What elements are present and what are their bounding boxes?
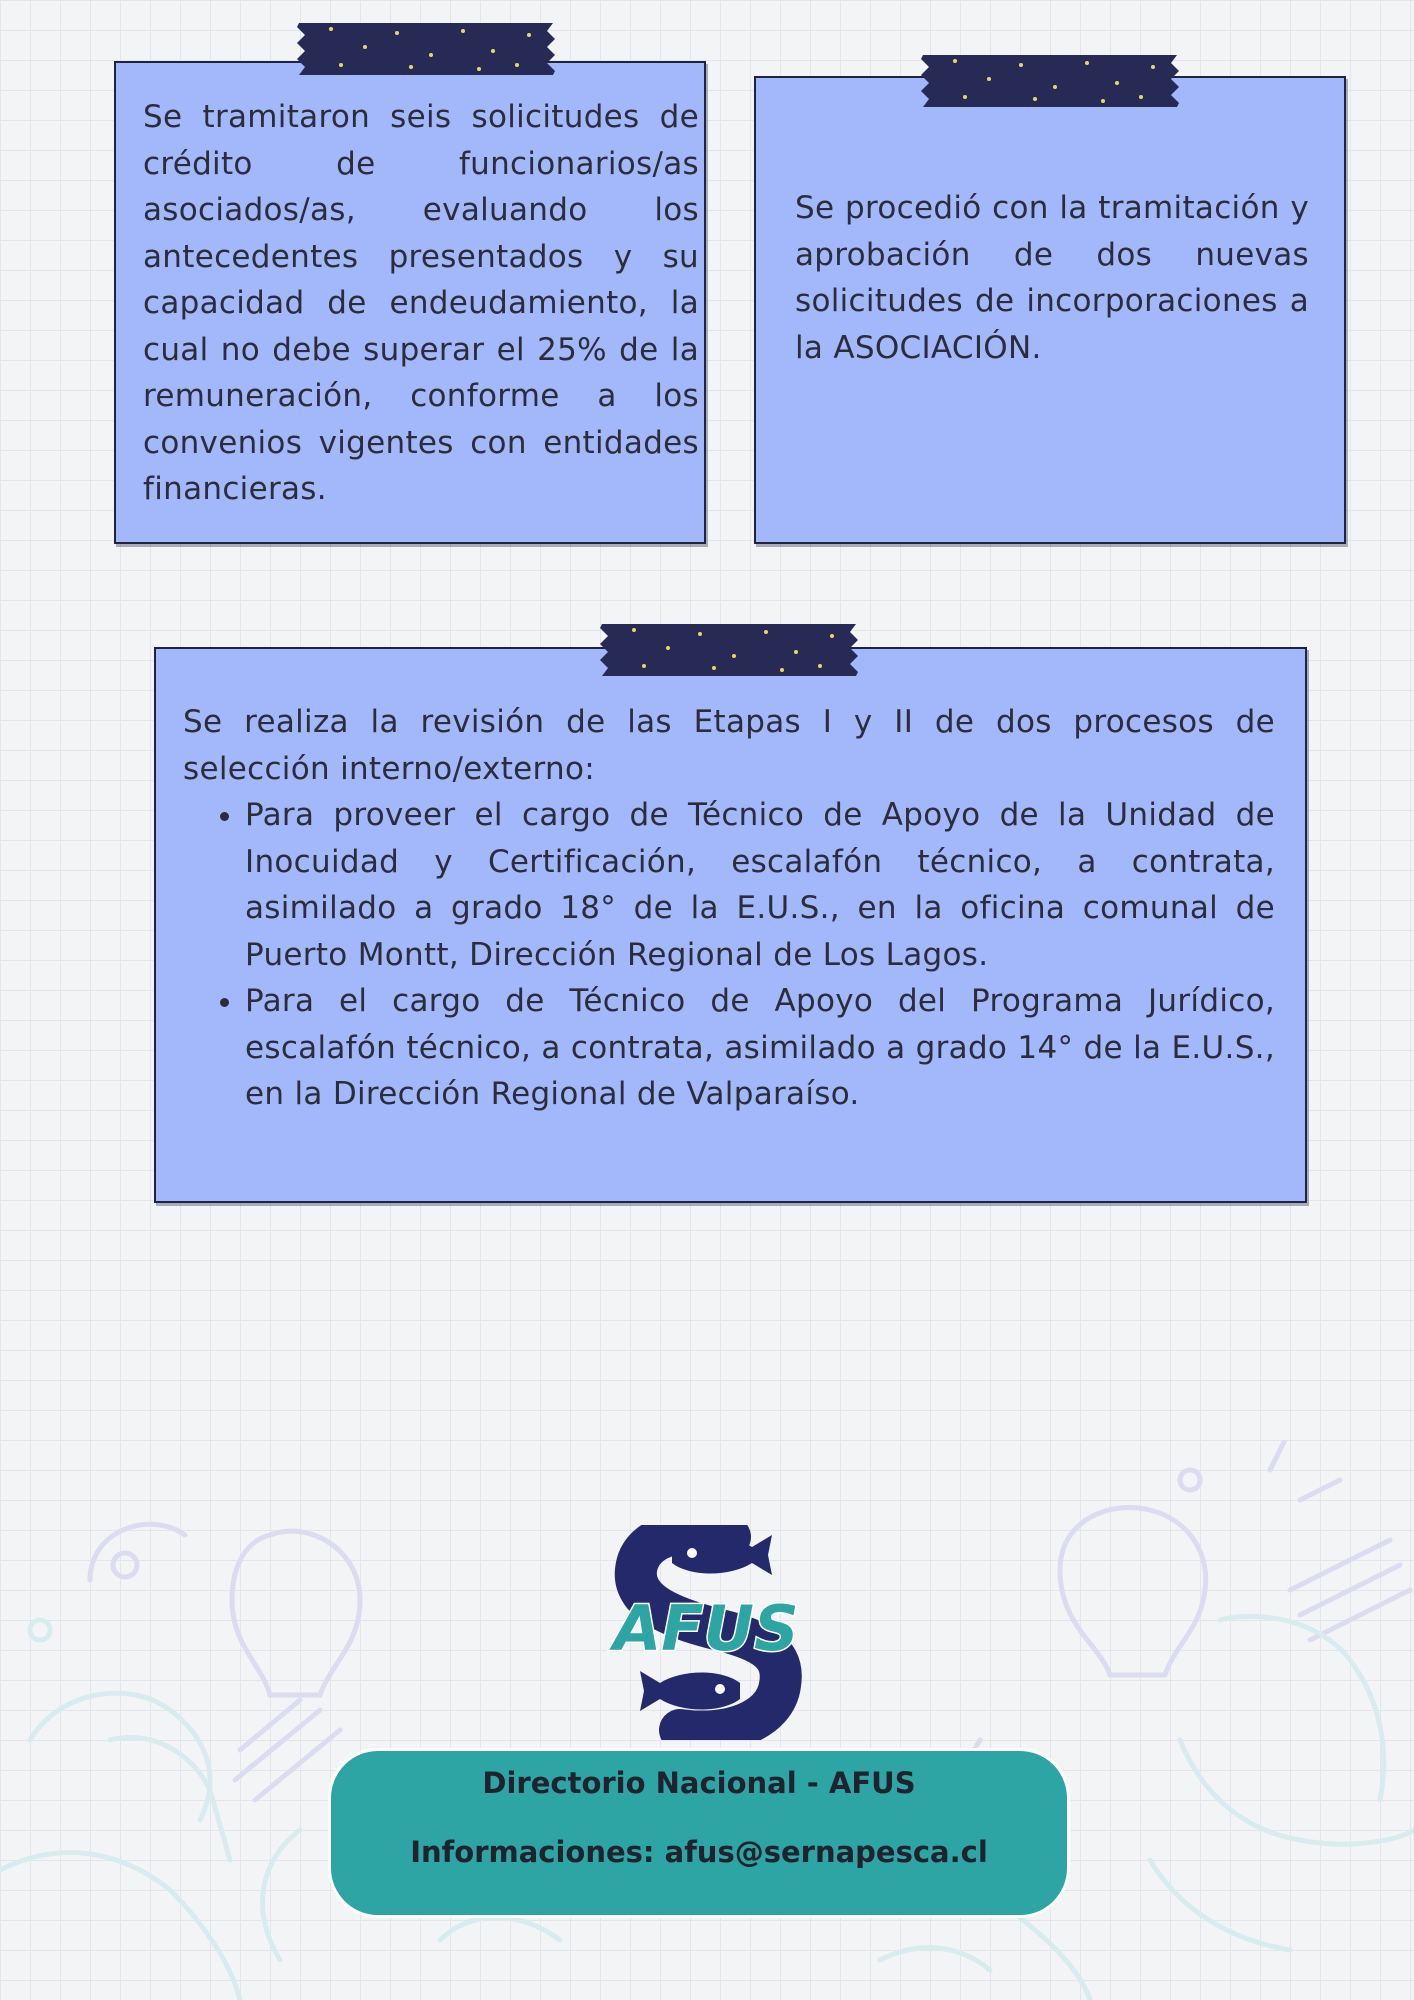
footer-banner — [328, 1748, 1070, 1918]
logo-text: AFUS — [613, 1592, 799, 1665]
membership-note — [754, 76, 1346, 544]
fish-icon — [640, 1671, 740, 1711]
tape-decoration — [596, 622, 862, 678]
fish-icon — [672, 1535, 772, 1575]
selection-bullet-list — [183, 792, 1275, 1118]
tape-decoration — [293, 21, 559, 77]
list-item: • Para el cargo de Técnico de Apoyo del Programa Jurídico, escalafón técnico, a contrata, asimilado a grado 14° de la E.U.S., en la Dirección Regional de Valparaíso. — [245, 978, 1275, 1118]
tape-decoration — [917, 53, 1183, 109]
credit-requests-text: Se tramitaron seis solicitudes de crédito de funcionarios/as asociados/as, evaluando los antecedentes presentados y su capacidad de endeudamiento, la cual no debe superar el 25% de la remuneración, conforme a los convenios vigentes con entidades financieras. — [143, 99, 699, 507]
footer-title: Directorio Nacional - AFUS — [482, 1766, 916, 1800]
afus-logo — [580, 1525, 832, 1740]
list-item: • Para proveer el cargo de Técnico de Apoyo de la Unidad de Inocuidad y Certificación, escalafón técnico, a contrata, asimilado a grado 18° de la E.U.S., en la oficina comunal de Puerto Montt, Dirección Regional de Los Lagos. — [245, 792, 1275, 978]
selection-process-note — [154, 647, 1307, 1203]
credit-requests-note — [114, 61, 706, 544]
footer-contact: Informaciones: afus@sernapesca.cl — [410, 1835, 988, 1869]
selection-intro-text: Se realiza la revisión de las Etapas I y II de dos procesos de selección interno/externo: — [183, 704, 1275, 787]
membership-text: Se procedió con la tramitación y aprobación de dos nuevas solicitudes de incorporaciones a la ASOCIACIÓN. — [795, 190, 1309, 366]
